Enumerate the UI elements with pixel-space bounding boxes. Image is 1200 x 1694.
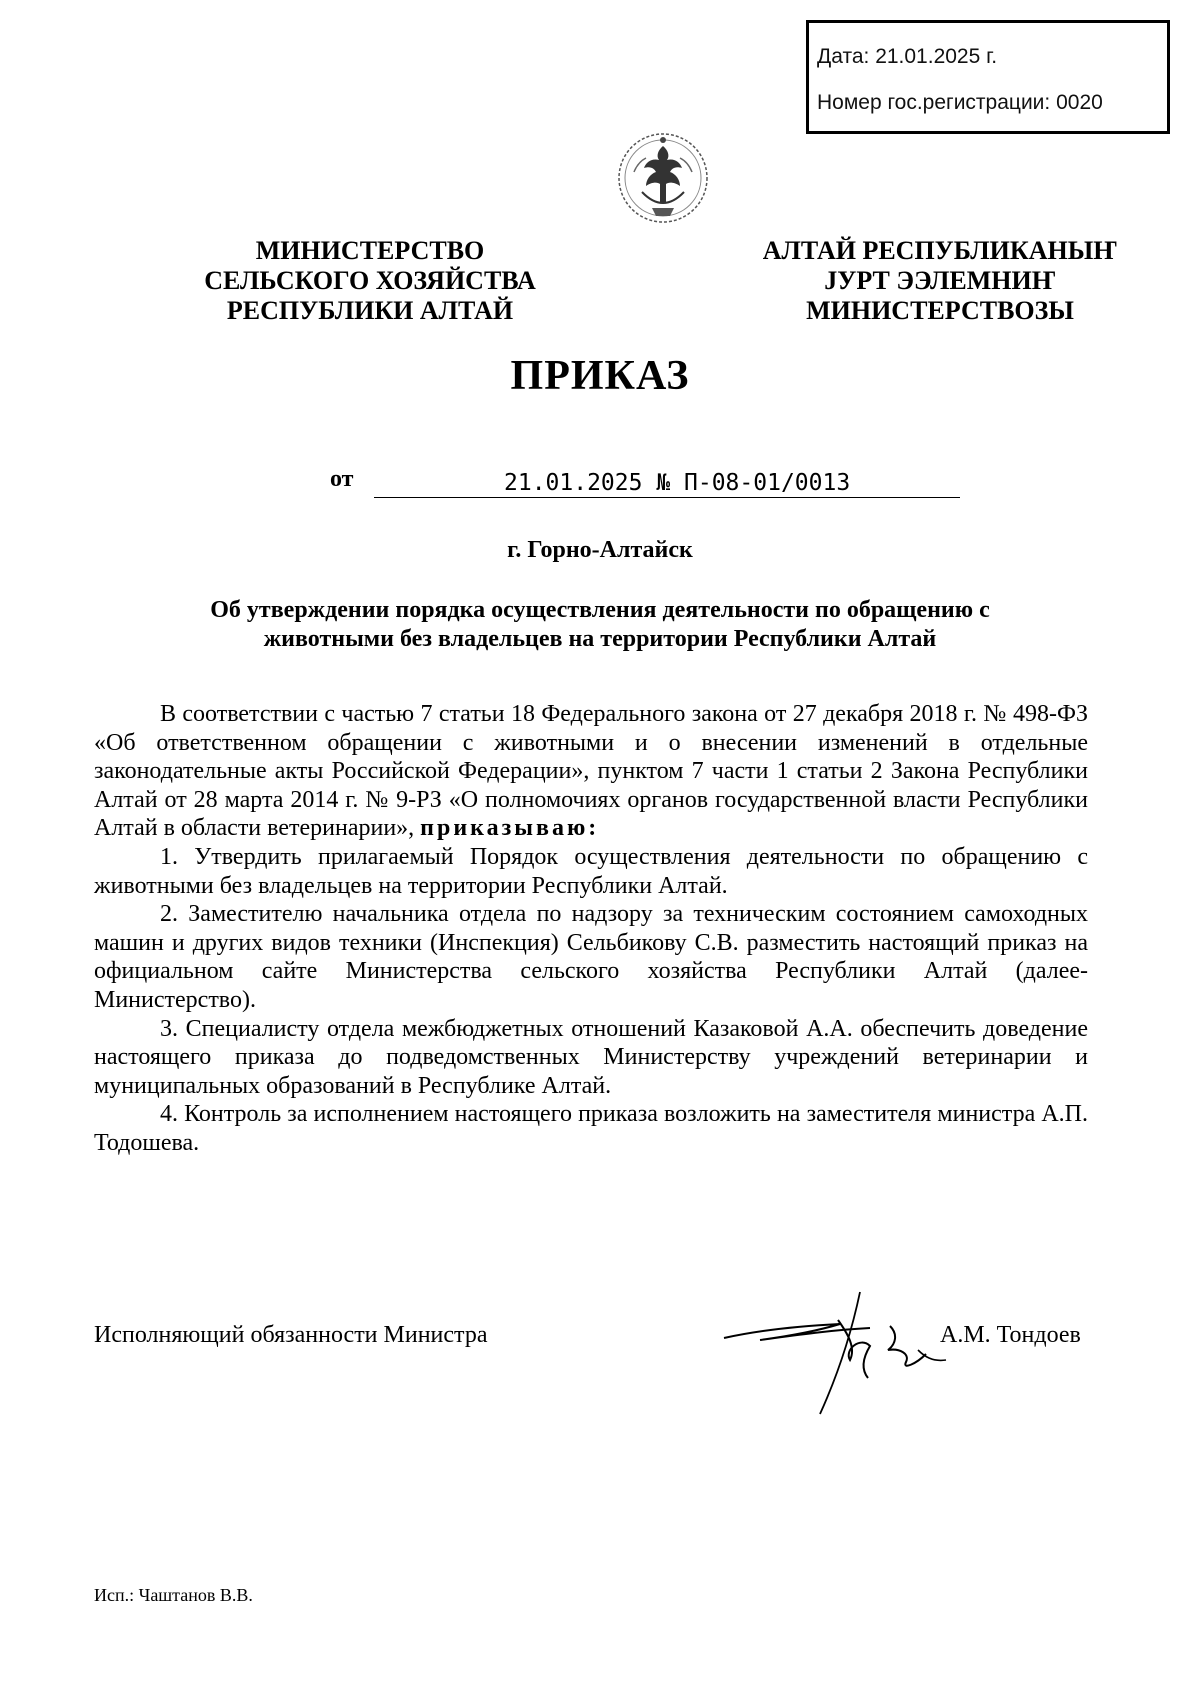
date-prefix: от [330, 466, 354, 492]
date-underline [374, 497, 960, 498]
order-item-1: 1. Утвердить прилагаемый Порядок осуществления деятельности по обращению с животными без владельцев на территории Республики Алтай. [94, 843, 1088, 899]
registration-stamp [806, 20, 1170, 134]
preamble-paragraph: В соответствии с частью 7 статьи 18 Федерального закона от 27 декабря 2018 г. № 498-ФЗ «Об ответственном обращении с животными и о внесении изменений в отдельные законодательные акты Российской Федерации», пунктом 7 части 1 статьи 2 Закона Республики Алтай от 28 марта 2014 г. № 9-РЗ «О полномочиях органов государственной власти Республики Алтай в области ветеринарии», приказываю: [94, 701, 1088, 842]
city: г. Горно-Алтайск [507, 537, 693, 563]
order-date-value: 21.01.2025 № П-08-01/0013 [504, 470, 851, 496]
order-body [94, 700, 1088, 1158]
ministry-header-altai: АЛТАЙ РЕСПУБЛИКАНЫҤ ЈУРТ ЭЭЛЕМНИҤ МИНИСТЕРСТВОЗЫ [762, 236, 1118, 325]
order-date-number [330, 466, 960, 506]
coat-of-arms-icon [612, 122, 714, 234]
registration-date: Дата: 21.01.2025 г. [817, 45, 998, 68]
order-item-3: 3. Специалисту отдела межбюджетных отношений Казаковой А.А. обеспечить доведение настоящего приказа до подведомственных Министерству учреждений ветеринарии и муниципальных образований в Республике Алтай. [94, 1015, 1088, 1099]
registration-number: Номер гос.регистрации: 0020 [817, 91, 1103, 114]
signatory-name: А.М. Тондоев [940, 1322, 1081, 1348]
document-title: ПРИКАЗ [510, 353, 690, 399]
signatory-role: Исполняющий обязанности Министра [94, 1322, 488, 1348]
executor-note: Исп.: Чаштанов В.В. [94, 1585, 253, 1605]
order-word: приказываю: [420, 815, 600, 842]
order-item-2: 2. Заместителю начальника отдела по надзору за техническим состоянием самоходных машин и других видов техники (Инспекция) Сельбикову С.В. разместить настоящий приказ на официальном сайте Министерства сельского хозяйства Республики Алтай (далее-Министерство). [94, 901, 1088, 1013]
order-subject: Об утверждении порядка осуществления деятельности по обращению с животными без владельцев на территории Республики Алтай [210, 597, 990, 652]
ministry-header-russian: МИНИСТЕРСТВО СЕЛЬСКОГО ХОЗЯЙСТВА РЕСПУБЛИКИ АЛТАЙ [204, 236, 536, 325]
handwritten-signature-icon [720, 1290, 960, 1440]
order-item-4: 4. Контроль за исполнением настоящего приказа возложить на заместителя министра А.П. Тодошева. [94, 1101, 1088, 1156]
